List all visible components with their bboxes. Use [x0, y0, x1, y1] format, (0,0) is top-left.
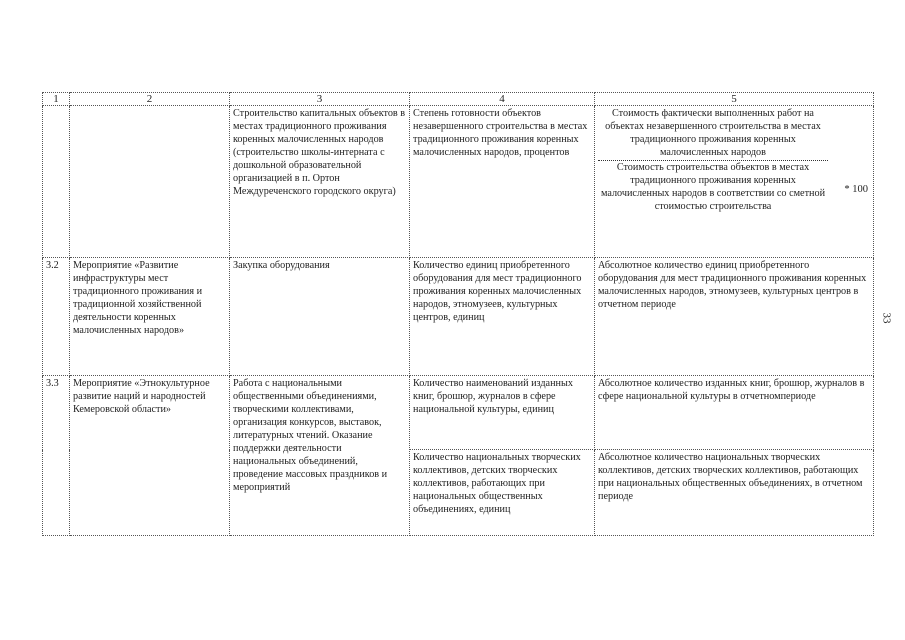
indicator-cell: Количество национальных творческих коллективов, детских творческих коллективов, работающих при национальных общественных объединениях, единиц: [410, 450, 595, 536]
formula-cell: [595, 106, 874, 258]
calculation-formula: [598, 107, 870, 213]
table-row: [43, 376, 874, 450]
table-row: [43, 106, 874, 258]
activity-cell: Строительство капитальных объектов в местах традиционного проживания коренных малочисленных народов (строительство школы-интерната с дошкольной образовательной организацией в п. Ортон Междуреченского городского округа): [230, 106, 410, 258]
column-header-2: 2: [70, 93, 230, 106]
activity-cell: Закупка оборудования: [230, 258, 410, 376]
indicator-cell: Степень готовности объектов незавершенного строительства в местах традиционного проживания коренных малочисленных народов, процентов: [410, 106, 595, 258]
formula-denominator: Стоимость строительства объектов в местах традиционного проживания коренных малочисленных народов в соответствии со сметной стоимостью строительства: [600, 162, 826, 212]
indicator-cell: Количество наименований изданных книг, брошюр, журналов в сфере национальной культуры, единиц: [410, 376, 595, 450]
indicators-table: [42, 92, 874, 536]
indicator-cell: Количество единиц приобретенного оборудования для мест традиционного проживания коренных малочисленных народов, этномузеев, культурных центров, единиц: [410, 258, 595, 376]
page-number: 33: [880, 312, 893, 324]
method-cell: Абсолютное количество изданных книг, брошюр, журналов в сфере национальной культуры в отчетномпериоде: [595, 376, 874, 450]
method-cell: Абсолютное количество национальных творческих коллективов, детских творческих коллективов, работающих при национальных общественных объединениях, в отчетном периоде: [595, 450, 874, 536]
formula-multiplier: * 100: [844, 184, 868, 195]
column-number-row: [43, 93, 874, 106]
method-cell: Абсолютное количество единиц приобретенного оборудования для мест традиционного проживания коренных малочисленных народов, этномузеев, культурных центров в отчетном периоде: [595, 258, 874, 376]
measure-cell: [70, 106, 230, 258]
column-header-5: 5: [595, 93, 874, 106]
measure-cell: Мероприятие «Этнокультурное развитие наций и народностей Кемеровской области»: [70, 376, 230, 536]
table-row: [43, 258, 874, 376]
activity-cell: Работа с национальными общественными объединениями, творческими коллективами, организация конкурсов, выставок, литературных чтений. Оказание поддержки деятельности национальных объединений, проведение массовых праздников и мероприятий: [230, 376, 410, 536]
row-number: 3.2: [43, 258, 70, 376]
measure-cell: Мероприятие «Развитие инфраструктуры мест традиционного проживания и традиционной хозяйственной деятельности коренных малочисленных народов»: [70, 258, 230, 376]
column-header-4: 4: [410, 93, 595, 106]
row-number: [43, 106, 70, 258]
column-header-1: 1: [43, 93, 70, 106]
formula-numerator: Стоимость фактически выполненных работ на объектах незавершенного строительства в местах традиционного проживания коренных малочисленных народов: [598, 107, 828, 161]
row-number: 3.3: [43, 376, 70, 536]
column-header-3: 3: [230, 93, 410, 106]
